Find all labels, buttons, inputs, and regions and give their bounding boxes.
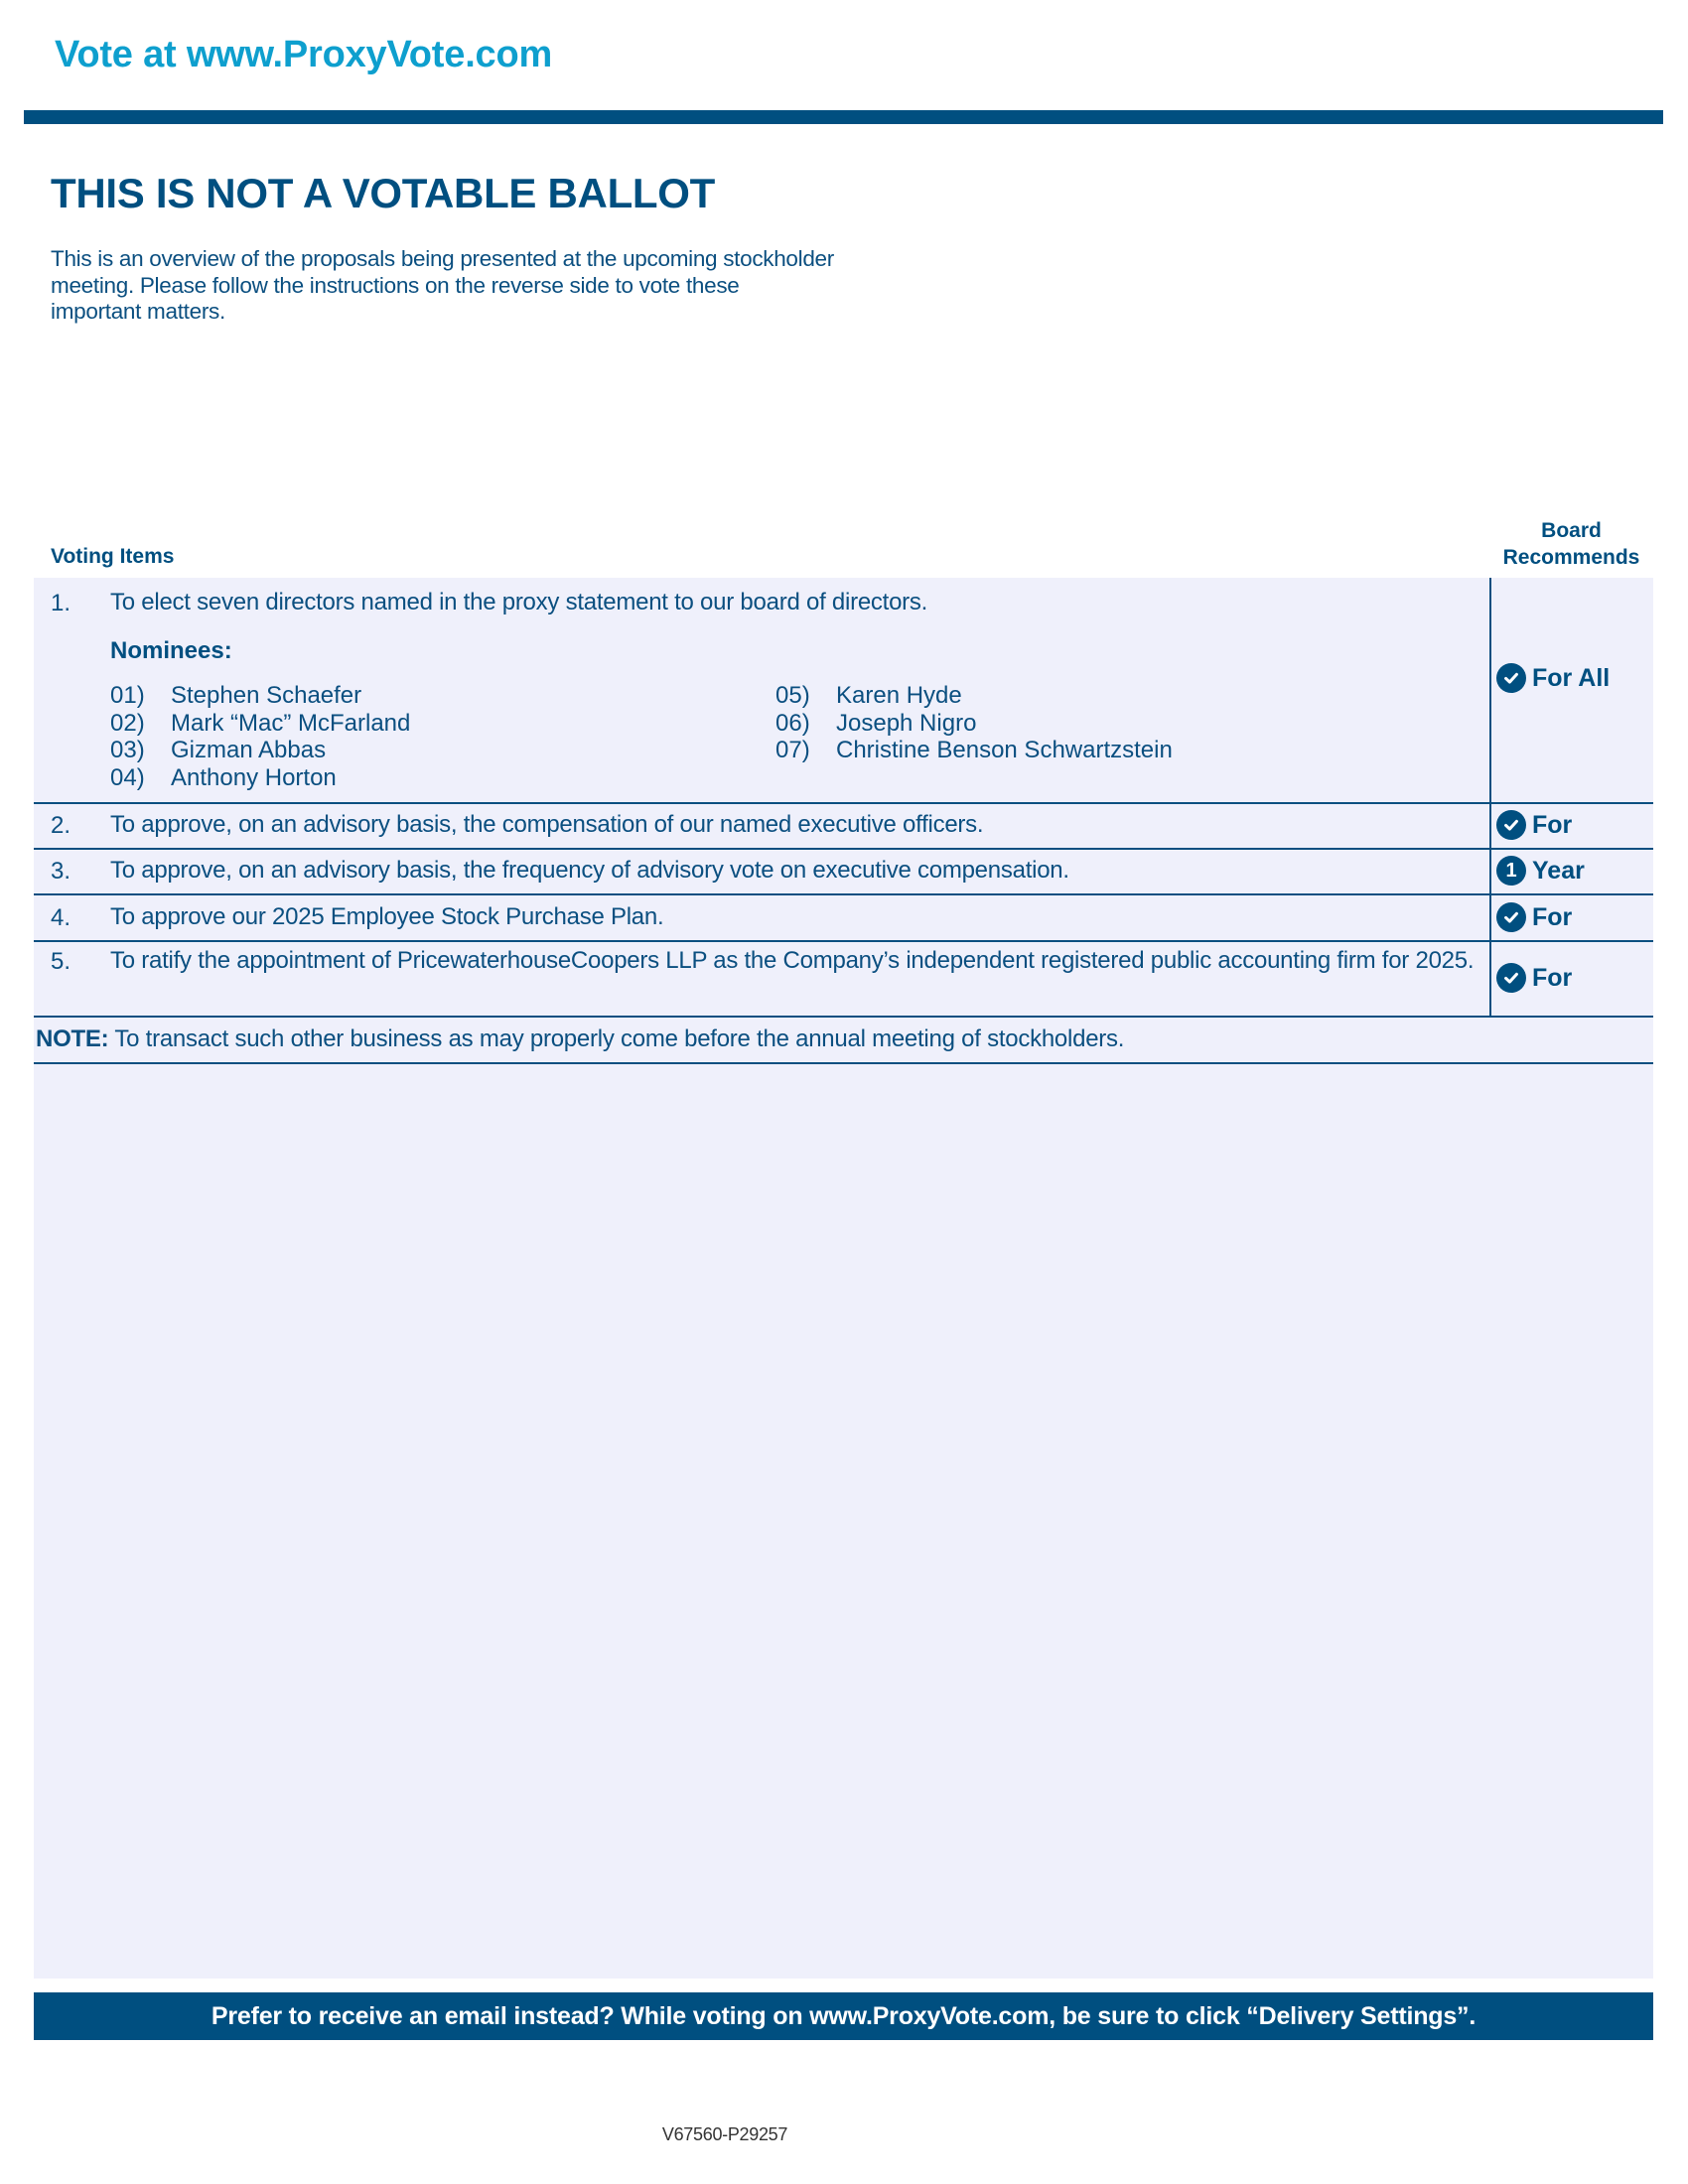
item-text: To elect seven directors named in the proxy statement to our board of directors.	[110, 589, 928, 615]
voting-item-row-5	[34, 941, 1653, 1018]
note-label: NOTE:	[36, 1025, 109, 1052]
nominee-name: Gizman Abbas	[171, 737, 327, 763]
item-number: 1.	[51, 590, 71, 616]
board-recommends-line1: Board	[1541, 519, 1602, 542]
nominee-number: 07)	[775, 737, 810, 763]
item-text: To approve, on an advisory basis, the compensation of our named executive officers.	[110, 811, 984, 838]
site-header-link[interactable]: Vote at www.ProxyVote.com	[55, 34, 553, 75]
item-number: 5.	[51, 948, 71, 975]
item-number: 4.	[51, 904, 71, 931]
nominee-number: 02)	[110, 709, 145, 737]
voting-item-row-1	[34, 578, 1653, 804]
board-recommendation	[1496, 810, 1572, 840]
nominees-right-column	[775, 682, 1272, 764]
item-number: 2.	[51, 812, 71, 839]
email-delivery-banner: Prefer to receive an email instead? While voting on www.ProxyVote.com, be sure to click “Delivery Settings”.	[34, 1992, 1653, 2040]
recommendation-label: For All	[1532, 663, 1611, 692]
nominee-item	[775, 737, 1272, 764]
board-recommends-line2: Recommends	[1502, 545, 1640, 569]
board-recommendation	[1496, 856, 1585, 886]
recommendation-label: For	[1532, 902, 1573, 931]
note-row	[34, 1017, 1653, 1064]
recommendation-column-divider	[1489, 578, 1491, 1017]
board-recommends-heading	[1489, 518, 1653, 571]
voting-item-row-2	[34, 803, 1653, 850]
nominee-number: 05)	[775, 682, 810, 709]
note-text-wrapper	[36, 1025, 1124, 1053]
nominee-name: Stephen Schaefer	[171, 682, 362, 709]
nominee-item	[775, 682, 1272, 710]
board-recommendation	[1496, 663, 1610, 693]
board-recommendation	[1496, 902, 1572, 932]
nominee-item	[110, 682, 547, 710]
recommendation-label: For	[1532, 963, 1573, 992]
recommendation-label: Year	[1532, 856, 1585, 885]
header-rule	[24, 110, 1663, 124]
board-recommendation	[1496, 963, 1572, 993]
nominee-item	[775, 710, 1272, 738]
item-number: 3.	[51, 858, 71, 885]
nominee-number: 04)	[110, 763, 145, 791]
nominees-heading: Nominees:	[110, 637, 232, 664]
nominees-left-column	[110, 682, 547, 791]
nominee-name: Christine Benson Schwartzstein	[836, 737, 1173, 763]
voting-item-row-4	[34, 895, 1653, 942]
voting-items-heading: Voting Items	[51, 545, 175, 568]
check-circle-icon	[1496, 810, 1526, 840]
nominee-number: 01)	[110, 682, 145, 709]
item-text: To approve, on an advisory basis, the frequency of advisory vote on executive compensation.	[110, 857, 1069, 884]
document-code: V67560-P29257	[661, 2124, 788, 2144]
intro-text: This is an overview of the proposals being presented at the upcoming stockholder meeting. Please follow the instructions on the reverse side to vote these important matters.	[51, 246, 834, 325]
voting-items-panel	[34, 578, 1653, 1979]
nominee-name: Karen Hyde	[836, 682, 962, 709]
nominee-item	[110, 737, 547, 764]
item-text: To approve our 2025 Employee Stock Purchase Plan.	[110, 903, 664, 930]
check-circle-icon	[1496, 902, 1526, 932]
nominee-name: Anthony Horton	[171, 763, 337, 791]
nominee-number: 03)	[110, 737, 145, 763]
recommendation-label: For	[1532, 810, 1573, 839]
voting-item-row-3	[34, 849, 1653, 895]
nominee-item	[110, 764, 547, 792]
page-title: THIS IS NOT A VOTABLE BALLOT	[51, 170, 716, 216]
nominee-item	[110, 710, 547, 738]
nominee-name: Mark “Mac” McFarland	[171, 709, 411, 737]
number-one-circle-icon	[1496, 856, 1526, 886]
nominee-name: Joseph Nigro	[836, 709, 977, 737]
note-text: To transact such other business as may properly come before the annual meeting of stockholders.	[108, 1025, 1125, 1052]
check-circle-icon	[1496, 963, 1526, 993]
check-circle-icon	[1496, 663, 1526, 693]
icon-glyph: 1	[1505, 860, 1517, 882]
nominee-number: 06)	[775, 709, 810, 737]
item-text: To ratify the appointment of PricewaterhouseCoopers LLP as the Company’s independent registered public accounting firm for 2025.	[110, 947, 1475, 974]
